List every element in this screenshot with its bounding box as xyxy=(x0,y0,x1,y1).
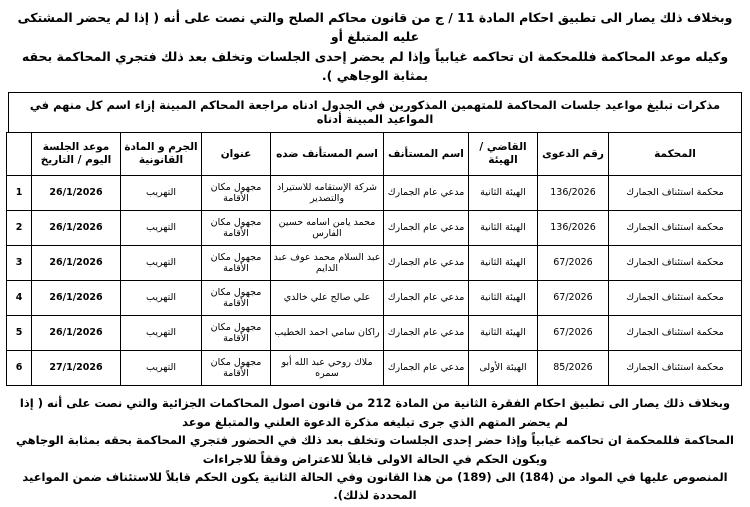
table-row xyxy=(7,211,742,246)
header-address: عنوان xyxy=(202,133,271,176)
intro-note xyxy=(8,4,742,92)
header-defendant: اسم المستأنف ضده xyxy=(271,133,384,176)
table-row xyxy=(7,281,742,316)
cell-court: محكمة استئناف الجمارك xyxy=(609,246,742,281)
cell-address: مجهول مكان الأقامة xyxy=(202,281,271,316)
cell-judge-body: الهيئة الثانية xyxy=(469,211,538,246)
intro-note-line-2: وكيله موعد المحاكمة فللمحكمة ان تحاكمه غيابياً وإذا لم يحضر إحدى الجلسات وتخلف بعد ذلك فتجري المحاكمة بحقه بمثابة الوجاهي ). xyxy=(21,48,729,84)
intro-note-line-1: وبخلاف ذلك يصار الى تطبيق احكام المادة 11 / ج من قانون محاكم الصلح والتي نصت على أنه ( إذا لم يحضر المشتكى عليه المتبلغ أو xyxy=(17,10,733,45)
table-body xyxy=(7,176,742,386)
cell-charge: التهريب xyxy=(121,211,202,246)
header-charge: الجرم و المادة القانونية xyxy=(121,133,202,176)
cell-defendant: راكان سامي احمد الخطيب xyxy=(271,316,384,351)
cell-court: محكمة استئناف الجمارك xyxy=(609,176,742,211)
cell-session-date: 26/1/2026 xyxy=(32,246,121,281)
cell-judge-body: الهيئة الثانية xyxy=(469,316,538,351)
cell-case-number: 67/2026 xyxy=(538,281,609,316)
cell-index: 1 xyxy=(7,176,32,211)
cell-court: محكمة استئناف الجمارك xyxy=(609,316,742,351)
cell-judge-body: الهيئة الثانية xyxy=(469,281,538,316)
cell-charge: التهريب xyxy=(121,246,202,281)
footer-note-line-2: المحاكمة فللمحكمة ان تحاكمه غيابياً وإذا حضر إحدى الجلسات وتخلف بعد ذلك في الحضور فتجري المحاكمة بحقه بمثابة الوجاهي ويكون الحكم في الحالة الاولى قابلاً للاعتراض وفقاً للاجراءات xyxy=(16,433,734,466)
cell-charge: التهريب xyxy=(121,176,202,211)
cell-case-number: 67/2026 xyxy=(538,246,609,281)
cell-index: 5 xyxy=(7,316,32,351)
table-header xyxy=(7,133,742,176)
cell-address: مجهول مكان الأقامة xyxy=(202,246,271,281)
header-index xyxy=(7,133,32,176)
table-row xyxy=(7,246,742,281)
header-case-number: رقم الدعوى xyxy=(538,133,609,176)
header-plaintiff: اسم المستأنف xyxy=(384,133,469,176)
cell-case-number: 67/2026 xyxy=(538,316,609,351)
header-court: المحكمة xyxy=(609,133,742,176)
cell-index: 6 xyxy=(7,351,32,386)
table-row xyxy=(7,176,742,211)
cell-charge: التهريب xyxy=(121,351,202,386)
cell-plaintiff: مدعي عام الجمارك xyxy=(384,351,469,386)
cell-case-number: 136/2026 xyxy=(538,176,609,211)
cell-plaintiff: مدعي عام الجمارك xyxy=(384,211,469,246)
court-sessions-table xyxy=(6,132,742,386)
footer-note xyxy=(8,386,742,506)
table-header-row xyxy=(7,133,742,176)
table-row xyxy=(7,316,742,351)
cell-index: 2 xyxy=(7,211,32,246)
cell-session-date: 27/1/2026 xyxy=(32,351,121,386)
cell-defendant: محمد يامن اسامه حسين الفارس xyxy=(271,211,384,246)
cell-judge-body: الهيئة الثانية xyxy=(469,246,538,281)
cell-address: مجهول مكان الأقامة xyxy=(202,211,271,246)
cell-plaintiff: مدعي عام الجمارك xyxy=(384,316,469,351)
cell-charge: التهريب xyxy=(121,316,202,351)
cell-case-number: 136/2026 xyxy=(538,211,609,246)
cell-judge-body: الهيئة الأولى xyxy=(469,351,538,386)
cell-index: 4 xyxy=(7,281,32,316)
table-row xyxy=(7,351,742,386)
cell-address: مجهول مكان الأقامة xyxy=(202,176,271,211)
cell-address: مجهول مكان الأقامة xyxy=(202,351,271,386)
cell-defendant: ملاك روحي عبد الله أبو سمره xyxy=(271,351,384,386)
cell-session-date: 26/1/2026 xyxy=(32,316,121,351)
footer-note-line-3: المنصوص عليها في المواد من (184) الى (189) من هذا القانون وفي الحالة الثانية يكون الحكم قابلاً للاستئناف ضمن المواعيد المحددة لذلك). xyxy=(22,469,728,503)
cell-session-date: 26/1/2026 xyxy=(32,176,121,211)
cell-session-date: 26/1/2026 xyxy=(32,211,121,246)
cell-session-date: 26/1/2026 xyxy=(32,281,121,316)
cell-index: 3 xyxy=(7,246,32,281)
cell-case-number: 85/2026 xyxy=(538,351,609,386)
cell-court: محكمة استئناف الجمارك xyxy=(609,351,742,386)
header-judge-body: القاضي / الهيئة xyxy=(469,133,538,176)
footer-note-line-1: وبخلاف ذلك يصار الى تطبيق احكام الفقرة الثانية من المادة 212 من قانون اصول المحاكمات الجزائية والتي نصت على أنه ( إذا لم يحضر المتهم الذي جرى تبليغه مذكرة الدعوة العلني والمتبلغ موعد xyxy=(19,396,731,429)
cell-plaintiff: مدعي عام الجمارك xyxy=(384,246,469,281)
header-session-date: موعد الجلسة اليوم / التاريخ xyxy=(32,133,121,176)
cell-judge-body: الهيئة الثانية xyxy=(469,176,538,211)
cell-address: مجهول مكان الأقامة xyxy=(202,316,271,351)
cell-court: محكمة استئناف الجمارك xyxy=(609,281,742,316)
cell-court: محكمة استئناف الجمارك xyxy=(609,211,742,246)
cell-defendant: علي صالح علي خالدي xyxy=(271,281,384,316)
cell-charge: التهريب xyxy=(121,281,202,316)
cell-defendant: عبد السلام محمد عوف عبد الدايم xyxy=(271,246,384,281)
cell-plaintiff: مدعي عام الجمارك xyxy=(384,176,469,211)
cell-defendant: شركة الإستقامه للاستيراد والتصدير xyxy=(271,176,384,211)
cell-plaintiff: مدعي عام الجمارك xyxy=(384,281,469,316)
table-caption: مذكرات تبليغ مواعيد جلسات المحاكمة للمتهمين المذكورين في الجدول ادناه مراجعة المحاكم المبينة إزاء اسم كل منهم في المواعيد المبينة أدناه xyxy=(8,92,742,133)
